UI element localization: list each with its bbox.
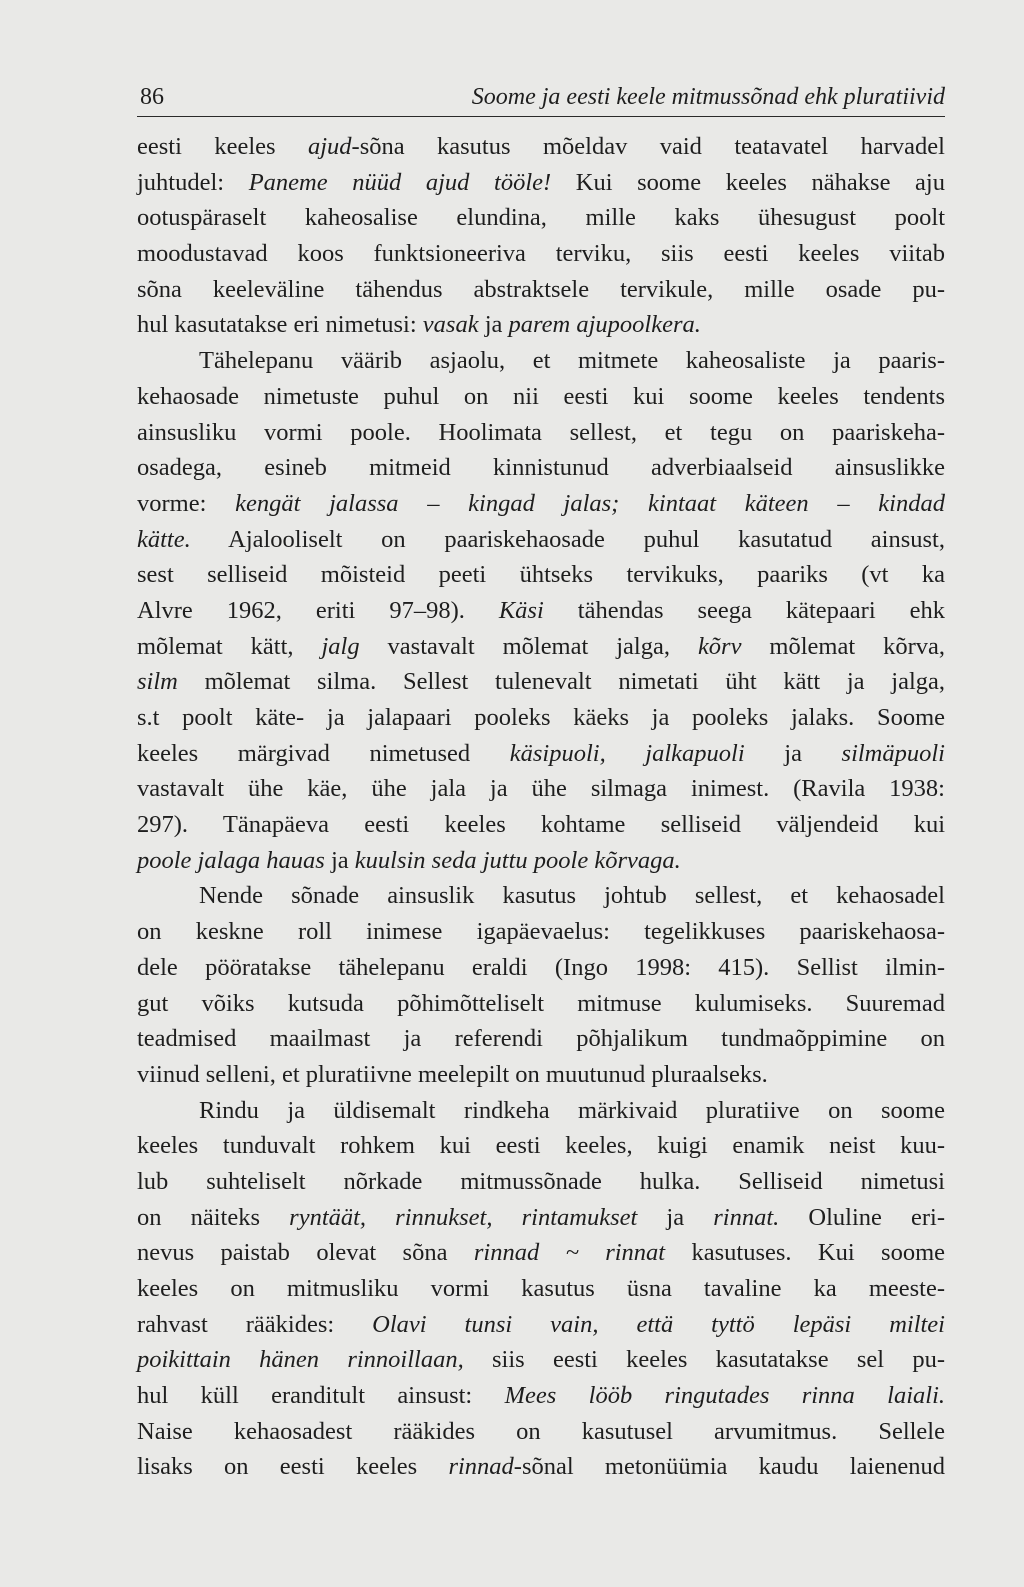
text-segment: s.t poolt käte- ja jalapaari pooleks käeks ja pooleks jalaks. Soome [137,704,945,731]
page-number: 86 [140,84,164,110]
text-segment: sõna keeleväline tähendus abstraktsele tervikule, mille osade pu- [137,275,945,303]
text-segment: hul kasutatakse eri nimetusi: [137,311,423,339]
text-segment: vorme: [137,489,236,517]
italic-text: parem ajupoolkera. [508,311,701,339]
text-segment: eesti keeles [137,133,308,160]
text-line [137,379,945,415]
text-segment: ja [637,1203,714,1231]
text-line [137,307,945,343]
text-segment: kasutuses. Kui soome [665,1239,946,1267]
text-segment: on näiteks [137,1203,290,1231]
italic-text: Käsi [498,596,544,624]
italic-text: silmäpuoli [841,739,945,767]
italic-text: Paneme nüüd ajud tööle! [248,168,552,196]
text-segment: Oluline eri- [779,1203,945,1231]
text-segment: hul küll eranditult ainsust: [137,1382,505,1410]
text-line [137,1449,945,1485]
text-segment: keeles märgivad nimetused [137,739,510,767]
text-segment: keeles tunduvalt rohkem kui eesti keeles, kuigi enamik neist kuu- [137,1132,945,1160]
text-line [137,1128,945,1164]
text-segment: Naise kehaosadest rääkides on kasutusel arvumitmus. Sellele [137,1417,945,1445]
text-line [137,736,945,772]
text-segment: mõlemat kõrva, [741,632,946,660]
running-title: Soome ja eesti keele mitmussõnad ehk pluratiivid [471,84,945,110]
text-segment: mõlemat silma. Sellest tulenevalt nimetati üht kätt ja jalga, [177,668,945,696]
text-segment: on keskne roll inimese igapäevaelus: tegelikkuses paariskehaosa- [137,918,945,946]
text-line [137,771,945,807]
text-line [137,664,945,700]
text-segment: Kui soome keeles nähakse aju [551,168,945,196]
text-segment: vastavalt ühe käe, ühe jala ja ühe silmaga inimest. (Ravila 1938: [137,775,945,803]
text-line [137,950,945,986]
italic-text: rinnad ~ rinnat [473,1239,666,1267]
text-line [137,1342,945,1378]
text-segment: nevus paistab olevat sõna [137,1239,474,1267]
text-segment: gut võiks kutsuda põhimõtteliselt mitmuse kulumiseks. Suuremad [137,989,945,1017]
text-line [137,1021,945,1057]
text-line [137,593,945,629]
text-segment: sest selliseid mõisteid peeti ühtseks tervikuks, paariks (vt ka [137,561,945,589]
italic-text: ryntäät, rinnukset, rintamukset [289,1203,638,1231]
text-segment: -sõna kasutus mõeldav vaid teatavatel harvadel [351,133,945,160]
text-segment: ja [478,311,509,339]
italic-text: rinnat. [713,1203,780,1231]
text-line [137,1271,945,1307]
text-line [137,165,945,201]
text-segment: ja [744,739,842,767]
text-segment: juhtudel: [137,168,249,196]
text-line [137,272,945,308]
text-line [137,200,945,236]
text-segment: osadega, esineb mitmeid kinnistunud adverbiaalseid ainsuslikke [137,454,945,482]
text-segment: ja [324,846,355,874]
text-line [137,1235,945,1271]
text-segment: tähendas seega kätepaari ehk [543,596,945,624]
italic-text: silm [137,668,178,696]
text-segment: vastavalt mõlemat jalga, [359,632,698,660]
text-segment: teadmised maailmast ja referendi põhjalikum tundmaõppimine on [137,1025,945,1053]
text-segment: lub suhteliselt nõrkade mitmussõnade hulka. Selliseid nimetusi [137,1167,945,1195]
text-line [137,1093,945,1129]
italic-text: kengät jalassa – kingad jalas; kintaat käteen – kindad [235,489,945,517]
text-line [137,878,945,914]
italic-text: rinnad [448,1453,514,1481]
text-line [137,1307,945,1343]
italic-text: poikittain hänen rinnoillaan, [137,1346,464,1374]
text-line [137,1057,945,1093]
text-segment: kehaosade nimetuste puhul on nii eesti kui soome keeles tendents [137,382,945,410]
text-line [137,1414,945,1450]
text-line [137,1200,945,1236]
text-segment: ootuspäraselt kaheosalise elundina, mille kaks ühesugust poolt [137,204,945,232]
italic-text: vasak [422,311,479,339]
text-line [137,343,945,379]
text-segment: 297). Tänapäeva eesti keeles kohtame selliseid väljendeid kui [137,811,945,839]
text-segment: Tähelepanu väärib asjaolu, et mitmete kaheosaliste ja paaris- [199,347,945,375]
italic-text: kuulsin seda juttu poole kõrvaga. [354,846,681,874]
text-line [137,1378,945,1414]
text-segment: mõlemat kätt, [137,632,322,660]
text-segment: Nende sõnade ainsuslik kasutus johtub sellest, et kehaosadel [199,882,945,910]
text-segment: -sõnal metonüümia kaudu laienenud [513,1453,945,1481]
text-line [137,415,945,451]
italic-text: poole jalaga hauas [137,846,325,874]
text-line [137,807,945,843]
text-line [137,843,945,879]
text-line [137,986,945,1022]
italic-text: kõrv [697,632,742,660]
text-segment: keeles on mitmusliku vormi kasutus üsna tavaline ka meeste- [137,1275,945,1302]
text-line [137,557,945,593]
text-line [137,629,945,665]
text-line [137,700,945,736]
italic-text: jalg [321,632,360,660]
italic-text: Olavi tunsi vain, että tyttö lepäsi miltei [372,1310,945,1338]
italic-text: käsipuoli, jalkapuoli [509,739,745,767]
text-line [137,129,945,165]
body-text [137,129,945,1485]
italic-text: Mees lööb ringutades rinna laiali. [504,1382,946,1410]
text-line [137,236,945,272]
text-line [137,522,945,558]
text-segment: dele pööratakse tähelepanu eraldi (Ingo 1998: 415). Sellist ilmin- [137,953,945,981]
text-segment: lisaks on eesti keeles [137,1453,449,1481]
italic-text: kätte. [137,525,191,553]
text-line [137,914,945,950]
text-segment: ainsusliku vormi poole. Hoolimata sellest, et tegu on paariskeha- [137,418,945,446]
text-line [137,486,945,522]
text-line [137,1164,945,1200]
text-segment: moodustavad koos funktsioneeriva terviku, siis eesti keeles viitab [137,240,945,268]
text-segment: siis eesti keeles kasutatakse sel pu- [463,1346,945,1374]
text-segment: Alvre 1962, eriti 97–98). [137,596,499,624]
text-segment: Rindu ja üldisemalt rindkeha märkivaid pluratiive on soome [199,1096,945,1124]
italic-text: ajud [307,133,352,160]
running-header [137,80,945,117]
text-segment: rahvast rääkides: [137,1310,373,1338]
text-segment: viinud selleni, et pluratiivne meelepilt on muutunud pluraalseks. [137,1060,768,1088]
text-line [137,450,945,486]
text-segment: Ajalooliselt on paariskehaosade puhul kasutatud ainsust, [190,525,945,553]
